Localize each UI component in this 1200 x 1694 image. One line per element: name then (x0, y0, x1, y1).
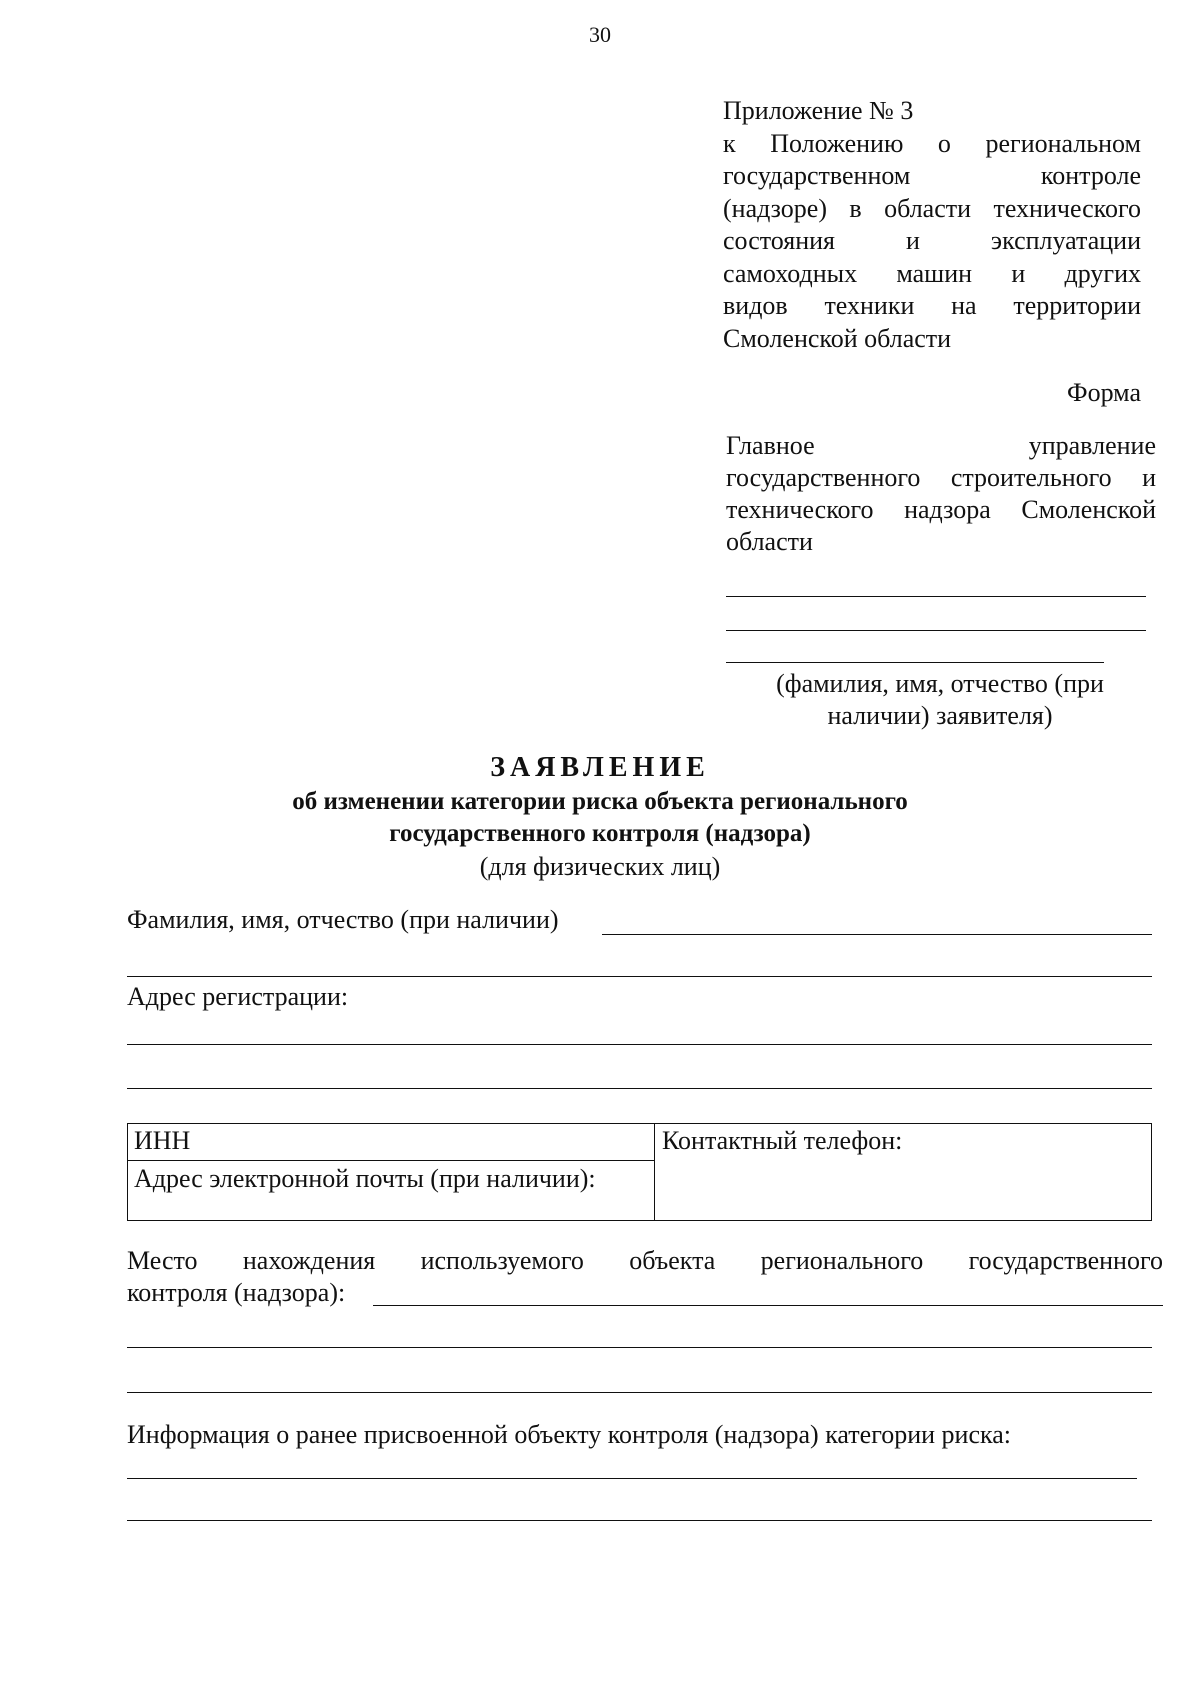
address-field-line-1[interactable] (127, 1044, 1152, 1045)
subtitle-line: об изменении категории риска объекта регионального (292, 788, 908, 815)
appendix-line: к Положению о региональном (723, 128, 1141, 158)
address-label: Адрес регистрации: (127, 982, 349, 1011)
risk-info-field-line-2[interactable] (127, 1520, 1152, 1521)
address-field-line-2[interactable] (127, 1088, 1152, 1089)
addressee-line: государственного строительного и (726, 463, 1156, 492)
object-location-field[interactable] (373, 1305, 1163, 1306)
document-title: ЗАЯВЛЕНИЕ (490, 752, 710, 783)
object-location (127, 1245, 1163, 1309)
applicant-name-line-3[interactable] (726, 662, 1104, 663)
fio-field-cont[interactable] (127, 976, 1152, 977)
object-location-label-cont: контроля (надзора): (127, 1278, 346, 1307)
subtitle-line: государственного контроля (надзора) (389, 820, 811, 847)
table-divider (654, 1124, 655, 1220)
appendix-line: Смоленской области (723, 323, 952, 353)
applicant-note-line: (фамилия, имя, отчество (при (776, 669, 1104, 698)
addressee-block (726, 430, 1156, 558)
appendix-line: (надзоре) в области технического (723, 193, 1141, 223)
fio-field[interactable] (602, 934, 1152, 935)
addressee-line: области (726, 527, 813, 556)
page-number: 30 (589, 22, 611, 47)
object-location-field-line-2[interactable] (127, 1347, 1152, 1348)
applicant-note (760, 668, 1120, 732)
addressee-line: Главное управление (726, 431, 1156, 460)
applicant-name-line-1[interactable] (726, 596, 1146, 597)
document-subtitle (180, 786, 1020, 850)
appendix-line: государственном контроле (723, 161, 1141, 190)
appendix-line: видов техники на территории (723, 291, 1141, 320)
addressee-line: технического надзора Смоленской (726, 495, 1156, 524)
inn-field[interactable]: ИНН (134, 1126, 191, 1155)
email-field[interactable]: Адрес электронной почты (при наличии): (134, 1164, 596, 1193)
applicant-note-line: наличии) заявителя) (827, 701, 1053, 730)
phone-field[interactable]: Контактный телефон: (662, 1126, 903, 1155)
applicant-name-line-2[interactable] (726, 630, 1146, 631)
fio-label: Фамилия, имя, отчество (при наличии) (127, 905, 559, 934)
risk-info-field-line-1[interactable] (127, 1478, 1137, 1479)
object-location-field-line-3[interactable] (127, 1392, 1152, 1393)
risk-info-label: Информация о ранее присвоенной объекту контроля (надзора) категории риска: (127, 1420, 1011, 1449)
appendix-line: состояния и эксплуатации (723, 226, 1141, 255)
contact-table (127, 1123, 1152, 1221)
document-subnote: (для физических лиц) (479, 852, 721, 881)
form-label: Форма (1067, 378, 1141, 407)
table-divider (128, 1160, 654, 1161)
appendix-line: самоходных машин и других (723, 258, 1141, 288)
object-location-label: Место нахождения используемого объекта регионального государственного (127, 1246, 1163, 1275)
appendix-header (723, 95, 1141, 355)
appendix-line: Приложение № 3 (723, 96, 914, 125)
